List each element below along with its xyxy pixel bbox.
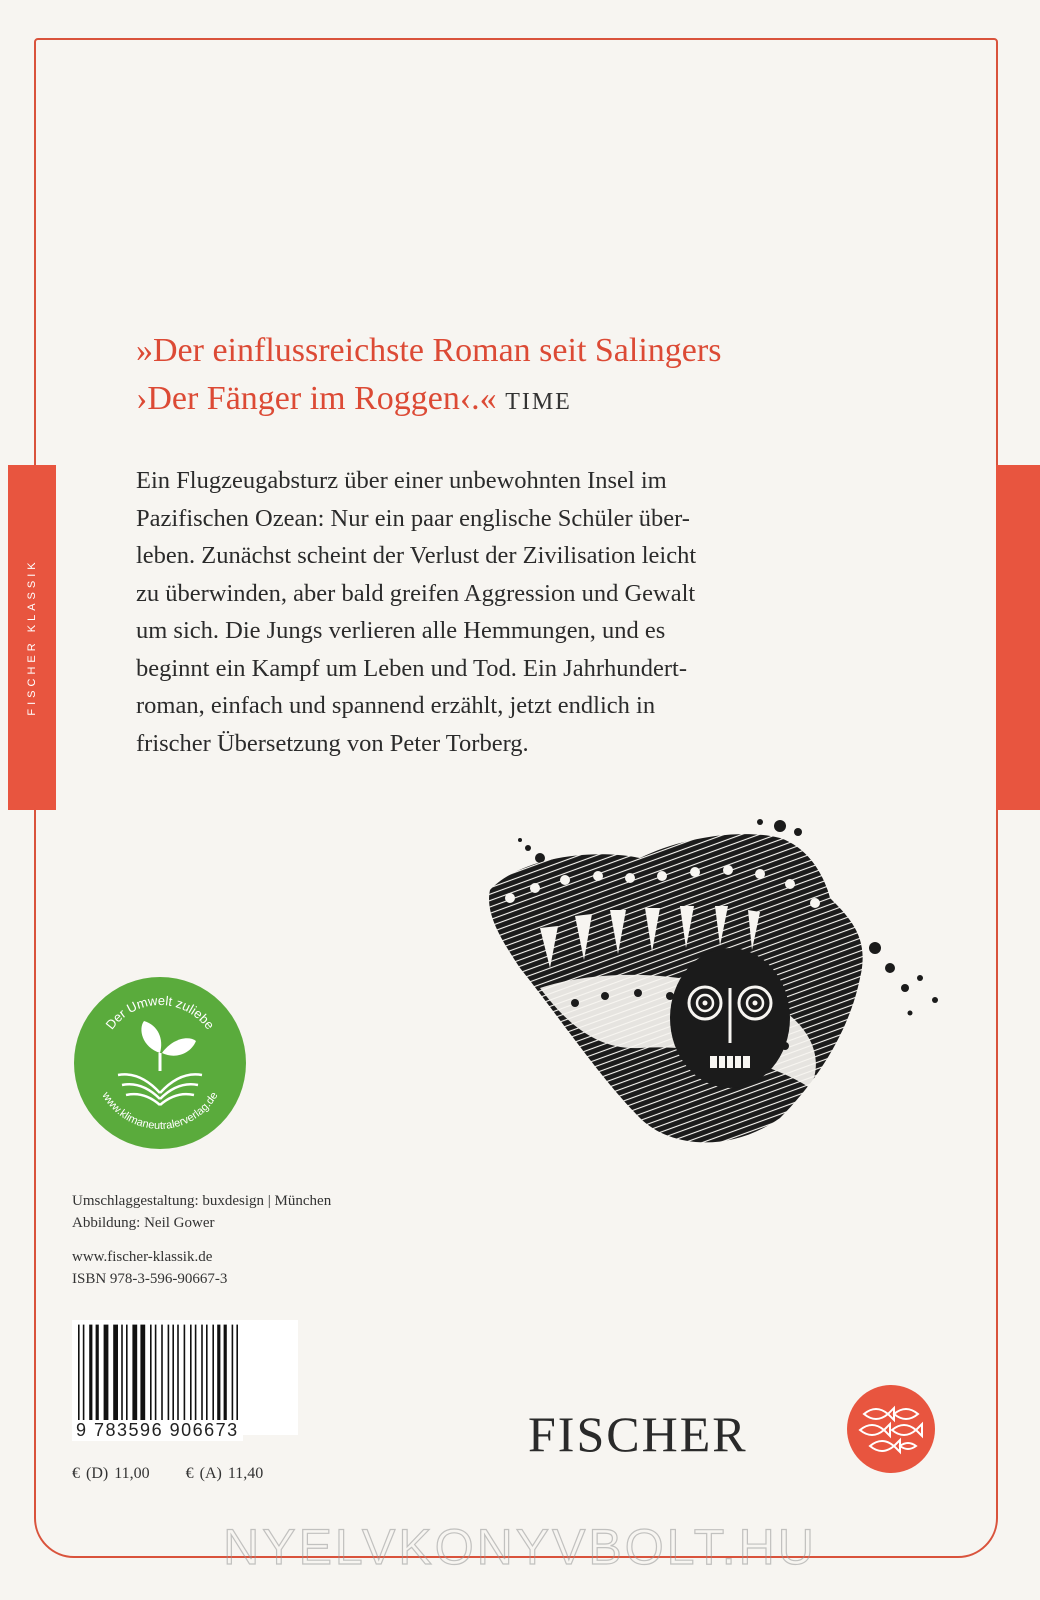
barcode-bar xyxy=(195,1325,197,1431)
barcode-bar xyxy=(140,1325,145,1431)
spine-label: FISCHER KLASSIK xyxy=(26,558,38,716)
barcode-bar xyxy=(83,1325,85,1431)
barcode-bar xyxy=(161,1325,163,1431)
eco-badge-top-text: Der Umwelt zuliebe xyxy=(102,992,218,1033)
review-quote xyxy=(136,327,896,426)
quote-line-1: »Der einflussreichste Roman seit Salingers xyxy=(136,332,722,369)
barcode-bar xyxy=(236,1325,238,1431)
price-germany: € (D) 11,00 xyxy=(72,1465,150,1482)
barcode-bar xyxy=(155,1325,157,1431)
barcode-bar xyxy=(212,1325,214,1431)
publisher-website: www.fischer-klassik.de xyxy=(72,1249,213,1265)
publisher-name: FISCHER xyxy=(528,1406,748,1462)
watermark: NYELVKONYVBOLT.HU xyxy=(223,1519,817,1575)
barcode-digits: 9 783596 906673 xyxy=(72,1420,243,1441)
barcode-bar xyxy=(177,1325,179,1431)
barcode-bar xyxy=(78,1325,80,1431)
barcode-bar xyxy=(168,1325,170,1431)
barcode-bar xyxy=(184,1325,186,1431)
barcode-bar xyxy=(232,1325,234,1431)
eco-badge-icon xyxy=(72,975,248,1151)
fish-head-illustration xyxy=(480,818,950,1158)
spine-tab-right xyxy=(996,465,1040,810)
quote-line-2 xyxy=(136,375,896,426)
illustration-credit: Abbildung: Neil Gower xyxy=(72,1215,215,1231)
barcode-bar xyxy=(121,1325,123,1431)
barcode-bar xyxy=(104,1325,109,1431)
barcode-bar xyxy=(96,1325,99,1431)
barcode-bar xyxy=(217,1325,220,1431)
cover-design-credit: Umschlaggestaltung: buxdesign | München xyxy=(72,1193,332,1209)
isbn: ISBN 978-3-596-90667-3 xyxy=(72,1271,228,1287)
barcode xyxy=(72,1320,298,1435)
credits-block xyxy=(72,1190,331,1290)
quote-line-2-text: ›Der Fänger im Roggen‹.« xyxy=(136,380,497,417)
fischer-fish-logo xyxy=(846,1384,936,1474)
eco-badge-bottom-text: www.klimaneutralerverlag.de xyxy=(99,1090,221,1133)
barcode-bar xyxy=(201,1325,203,1431)
barcode-bar xyxy=(113,1325,118,1431)
barcode-bar xyxy=(190,1325,192,1431)
barcode-bar xyxy=(132,1325,137,1431)
barcode-bar xyxy=(206,1325,208,1431)
barcode-bar xyxy=(126,1325,128,1431)
barcode-bar xyxy=(150,1325,152,1431)
quote-source: TIME xyxy=(505,389,572,415)
barcode-bar xyxy=(224,1325,227,1431)
barcode-bar xyxy=(172,1325,174,1431)
prices xyxy=(72,1465,263,1483)
price-austria: € (A) 11,40 xyxy=(185,1465,264,1482)
barcode-bar xyxy=(89,1325,92,1431)
book-blurb: Ein Flugzeugabsturz über einer unbewohnten Insel im Pazifischen Ozean: Nur ein paar englische Schüler über- leben. Zunächst scheint der Verlust der Zivilisation leicht zu überwinden, aber bald greifen Aggression und Gewalt um sich. Die Jungs verlieren alle Hemmungen, und es beginnt ein Kampf um Leben und Tod. Ein Jahrhundert- roman, einfach und spannend erzählt, jetzt endlich in frischer Übersetzung von Peter Torberg. xyxy=(136,467,697,757)
